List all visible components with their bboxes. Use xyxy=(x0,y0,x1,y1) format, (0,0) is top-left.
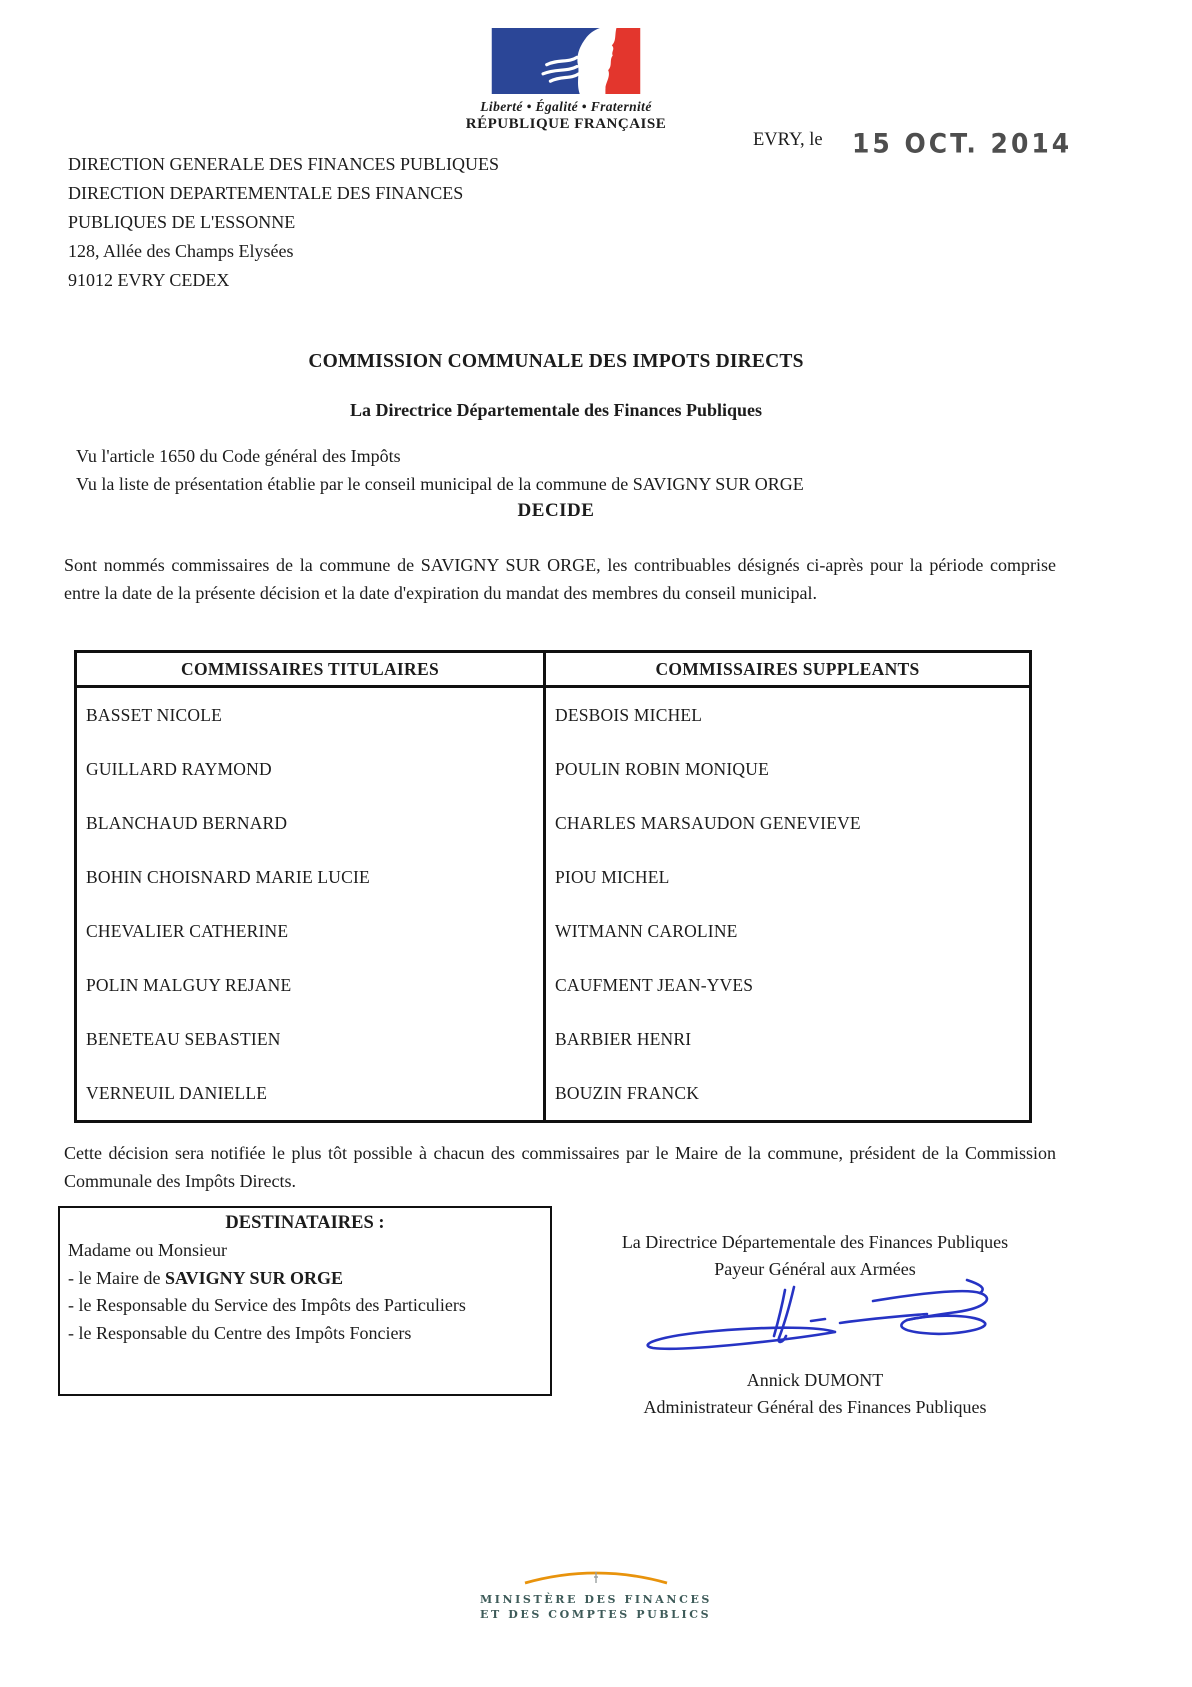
logo-republic-name: RÉPUBLIQUE FRANÇAISE xyxy=(465,116,667,132)
sender-line: 128, Allée des Champs Elysées xyxy=(68,241,294,261)
body-paragraph: Sont nommés commissaires de la commune de SAVIGNY SUR ORGE, les contribuables désignés ci-après pour la période comprise entre la date de la présente décision et la date d'expiration du mandat des membres du conseil municipal. xyxy=(64,555,1056,603)
ministry-name-line: ET DES COMPTES PUBLICS xyxy=(480,1608,712,1621)
destinataires-item-bold: SAVIGNY SUR ORGE xyxy=(164,1267,343,1288)
table-cell-suppleant: PIOU MICHEL xyxy=(555,866,670,887)
table-cell-titulaire: BENETEAU SEBASTIEN xyxy=(77,1012,546,1066)
ministry-name-line: MINISTÈRE DES FINANCES xyxy=(480,1593,712,1606)
table-cell-suppleant: DESBOIS MICHEL xyxy=(555,704,703,725)
decide-heading: DECIDE xyxy=(517,500,595,521)
table-row xyxy=(77,1066,1029,1120)
table-row xyxy=(77,796,1029,850)
table-cell-suppleant: CHARLES MARSAUDON GENEVIEVE xyxy=(555,812,861,833)
sender-line: PUBLIQUES DE L'ESSONNE xyxy=(68,212,296,232)
destinataires-title: DESTINATAIRES : xyxy=(225,1213,385,1233)
marianne-flag-icon xyxy=(485,28,647,94)
republique-francaise-logo xyxy=(446,28,686,133)
table-cell-titulaire: BLANCHAUD BERNARD xyxy=(77,796,546,850)
notification-paragraph: Cette décision sera notifiée le plus tôt possible à chacun des commissaires par le Maire de la commune, président de la Commission Communale des Impôts Directs. xyxy=(64,1143,1056,1191)
destinataires-salutation: Madame ou Monsieur xyxy=(68,1240,227,1260)
recital-line: Vu l'article 1650 du Code général des Impôts xyxy=(76,446,401,466)
ministry-arc-icon xyxy=(521,1568,671,1586)
signatory-title-line: La Directrice Départementale des Finances Publiques xyxy=(621,1232,1009,1252)
signature-icon xyxy=(635,1276,995,1366)
place-date-label: EVRY, le xyxy=(753,130,823,150)
table-row xyxy=(77,904,1029,958)
destinataires-item-text: - le Maire de xyxy=(68,1267,165,1288)
destinataires-item-text: - le Responsable du Centre des Impôts Fonciers xyxy=(68,1322,412,1343)
document-subtitle: La Directrice Départementale des Finances Publiques xyxy=(349,400,763,420)
table-row xyxy=(77,742,1029,796)
table-cell-titulaire: CHEVALIER CATHERINE xyxy=(77,904,546,958)
destinataires-item xyxy=(68,1292,542,1320)
sender-address xyxy=(68,150,499,295)
table-cell-titulaire: POLIN MALGUY REJANE xyxy=(77,958,546,1012)
sender-line: DIRECTION GENERALE DES FINANCES PUBLIQUES xyxy=(68,154,499,174)
table-cell-suppleant: BARBIER HENRI xyxy=(555,1028,692,1049)
table-cell-titulaire: BASSET NICOLE xyxy=(77,688,546,742)
table-header-row xyxy=(77,653,1029,688)
table-cell-suppleant: WITMANN CAROLINE xyxy=(555,920,738,941)
signatory-role: Administrateur Général des Finances Publiques xyxy=(643,1397,987,1417)
document-title: COMMISSION COMMUNALE DES IMPOTS DIRECTS xyxy=(308,351,804,372)
signatory-name: Annick DUMONT xyxy=(746,1370,884,1390)
destinataires-item xyxy=(68,1265,542,1293)
table-cell-titulaire: GUILLARD RAYMOND xyxy=(77,742,546,796)
table-row xyxy=(77,688,1029,742)
table-row xyxy=(77,958,1029,1012)
table-cell-suppleant: BOUZIN FRANCK xyxy=(555,1082,700,1103)
table-cell-suppleant: CAUFMENT JEAN-YVES xyxy=(555,974,754,995)
signatory-title-line: Payeur Général aux Armées xyxy=(714,1259,916,1279)
sender-line: DIRECTION DEPARTEMENTALE DES FINANCES xyxy=(68,183,464,203)
recital-line: Vu la liste de présentation établie par le conseil municipal de la commune de SAVIGNY SUR ORGE xyxy=(76,474,804,494)
logo-motto: Liberté • Égalité • Fraternité xyxy=(480,99,652,114)
table-cell-titulaire: BOHIN CHOISNARD MARIE LUCIE xyxy=(77,850,546,904)
destinataires-item-text: - le Responsable du Service des Impôts des Particuliers xyxy=(68,1295,466,1315)
ministry-name xyxy=(480,1592,712,1622)
destinataires-box xyxy=(58,1206,552,1396)
commissioners-table xyxy=(74,650,1032,1123)
table-cell-titulaire: VERNEUIL DANIELLE xyxy=(77,1066,546,1120)
destinataires-item xyxy=(68,1320,542,1348)
table-header-titulaires: COMMISSAIRES TITULAIRES xyxy=(77,653,546,685)
date-stamp: 15 OCT. 2014 xyxy=(852,128,1073,159)
table-header-suppleants: COMMISSAIRES SUPPLEANTS xyxy=(655,658,920,679)
table-cell-suppleant: POULIN ROBIN MONIQUE xyxy=(555,758,769,779)
table-row xyxy=(77,850,1029,904)
table-row xyxy=(77,1012,1029,1066)
sender-line: 91012 EVRY CEDEX xyxy=(68,270,230,290)
ministry-logo xyxy=(466,1568,726,1623)
